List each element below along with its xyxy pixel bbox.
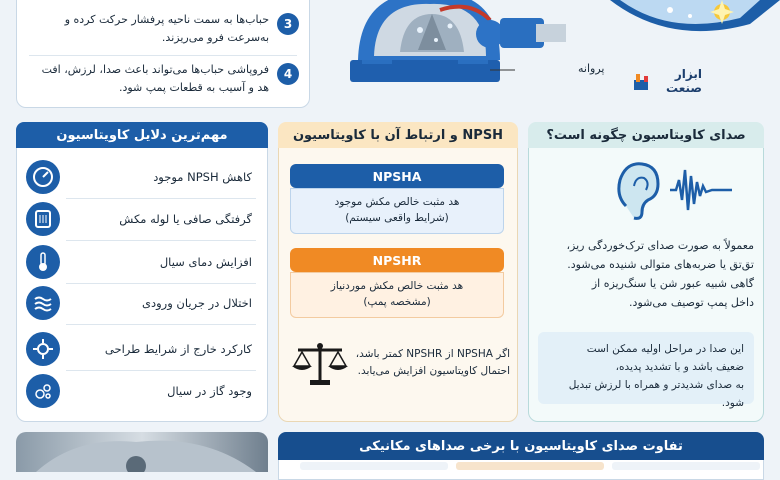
reason-item [26,200,258,238]
sound-note-line: ضعیف باشد و با تشدید پدیده، [615,361,744,373]
thermometer-icon [26,245,60,279]
reason-label: افزایش دمای سیال [159,255,252,269]
sound-line: داخل پمپ توصیف می‌شود. [629,296,754,309]
step-text: فروپاشی حباب‌ها می‌تواند باعث صدا، لرزش، افت هد و آسیب به قطعات پمپ شود. [41,63,269,94]
npsha-label: NPSHA [290,164,504,188]
impeller-label: پروانه [578,62,605,75]
sound-note-line: به صدای شدیدتر و همراه با لرزش تبدیل شود. [568,379,744,409]
reason-item [26,243,258,281]
npshr-line2: (مشخصه پمپ) [363,296,431,308]
step-divider [29,55,297,56]
filter-icon [26,202,60,236]
compare-column [300,462,448,470]
sound-note [538,332,754,412]
gear-icon [26,332,60,366]
pump-illustration [340,0,570,92]
compare-columns [300,462,760,470]
npsh-note-line1: اگر NPSHA از NPSHR کمتر باشد، [355,348,510,360]
reason-divider [66,198,256,199]
scale-icon [292,340,348,388]
soundwave-icon [670,170,732,210]
reason-label: گرفتگی صافی یا لوله مکش [119,212,252,226]
npsh-title: NPSH و ارتباط آن با کاویتاسیون [278,122,518,148]
reason-item [26,158,258,196]
brand-logo [632,68,702,94]
step-item [27,61,299,101]
npsha-line2: (شرایط واقعی سیستم) [345,212,449,224]
reason-divider [66,370,256,371]
compare-title: تفاوت صدای کاویتاسیون با برخی صداهای مکانیکی [278,432,764,460]
reason-item [26,372,258,410]
gauge-icon [26,160,60,194]
brand-name: ابزار صنعت [666,67,702,95]
reason-label: اختلال در جریان ورودی [141,296,252,310]
reason-label: وجود گاز در سیال [167,384,252,398]
npsh-note-line2: احتمال کاویتاسیون افزایش می‌یابد. [357,365,510,377]
flow-icon [26,286,60,320]
reasons-title: مهم‌ترین دلایل کاویتاسیون [16,122,268,148]
steps-card [16,0,310,108]
npshr-line1: هد مثبت خالص مکش موردنیاز [330,280,464,292]
sound-line: معمولاً به صورت صدای ترک‌خوردگی ریز، [566,239,754,252]
sound-description [538,236,754,312]
sound-title: صدای کاویتاسیون چگونه است؟ [528,122,764,148]
sound-line: تق‌تق یا ضربه‌های متوالی شنیده می‌شود. [567,258,754,271]
step-item [27,11,299,51]
ear-icon [619,164,658,219]
compare-column [612,462,760,470]
npsha-description [290,188,504,234]
npsh-note [350,346,510,380]
reason-item [26,284,258,322]
reason-label: کاهش NPSH موجود [153,170,252,184]
npshr-label: NPSHR [290,248,504,272]
step-text: حباب‌ها به سمت ناحیه پرفشار حرکت کرده و به‌سرعت فرو می‌ریزند. [64,13,269,44]
sound-note-box [538,332,754,409]
reason-item [26,330,258,368]
factory-icon [632,70,648,92]
step-number: 4 [277,63,299,85]
compare-column [456,462,604,470]
bubbles-icon [26,374,60,408]
bubble-collapse-illustration [610,0,780,40]
reason-label: کارکرد خارج از شرایط طراحی [104,342,252,356]
npsha-line1: هد مثبت خالص مکش موجود [334,196,460,208]
npshr-description [290,272,504,318]
sound-line: گاهی شبیه عبور شن یا سنگ‌ریزه از [591,277,754,290]
ear-soundwave-illustration [612,156,748,224]
reason-divider [66,240,256,241]
sound-note-line: این صدا در مراحل اولیه ممکن است [586,343,744,355]
damaged-impeller-photo [16,432,268,472]
step-number: 3 [277,13,299,35]
reason-divider [66,324,256,325]
